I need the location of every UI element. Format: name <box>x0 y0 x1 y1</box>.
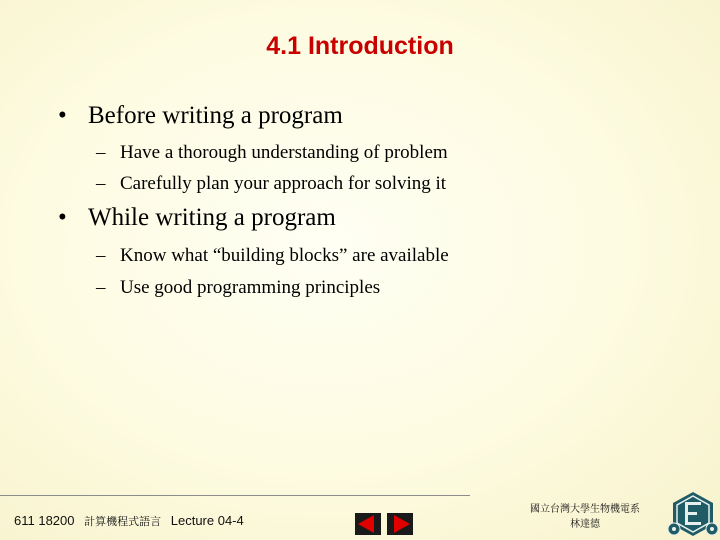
sub-text: Have a thorough understanding of problem <box>120 142 448 163</box>
bullet-marker: • <box>58 102 67 129</box>
footer-divider <box>0 495 470 496</box>
sub-marker: – <box>96 245 106 266</box>
sub-item <box>96 142 448 164</box>
bullet-text: Before writing a program <box>88 102 343 129</box>
next-arrow-icon <box>394 515 410 533</box>
footer-course-info <box>14 513 244 529</box>
sub-text: Use good programming principles <box>120 277 381 298</box>
course-code: 611 18200 <box>14 513 75 528</box>
sub-item <box>96 173 446 195</box>
lecture-label: Lecture 04-4 <box>170 513 244 528</box>
sub-item <box>96 277 380 299</box>
sub-marker: – <box>96 142 106 163</box>
prev-slide-button[interactable] <box>355 513 381 535</box>
department-logo-icon <box>667 491 719 537</box>
sub-text: Carefully plan your approach for solving it <box>120 173 447 194</box>
bullet-marker: • <box>58 204 67 231</box>
prev-arrow-icon <box>358 515 374 533</box>
bullet-text: While writing a program <box>88 204 336 231</box>
sub-marker: – <box>96 173 106 194</box>
instructor-name: 林達德 <box>570 519 600 530</box>
footer-affiliation <box>515 502 655 532</box>
next-slide-button[interactable] <box>387 513 413 535</box>
course-name: 計算機程式語言 <box>84 515 162 528</box>
sub-item <box>96 245 449 267</box>
sub-marker: – <box>96 277 106 298</box>
sub-text: Know what “building blocks” are available <box>120 245 449 266</box>
bullet-item <box>58 204 336 232</box>
department-name: 國立台灣大學生物機電系 <box>530 504 640 515</box>
slide-title: 4.1 Introduction <box>266 32 454 60</box>
bullet-item <box>58 102 343 130</box>
